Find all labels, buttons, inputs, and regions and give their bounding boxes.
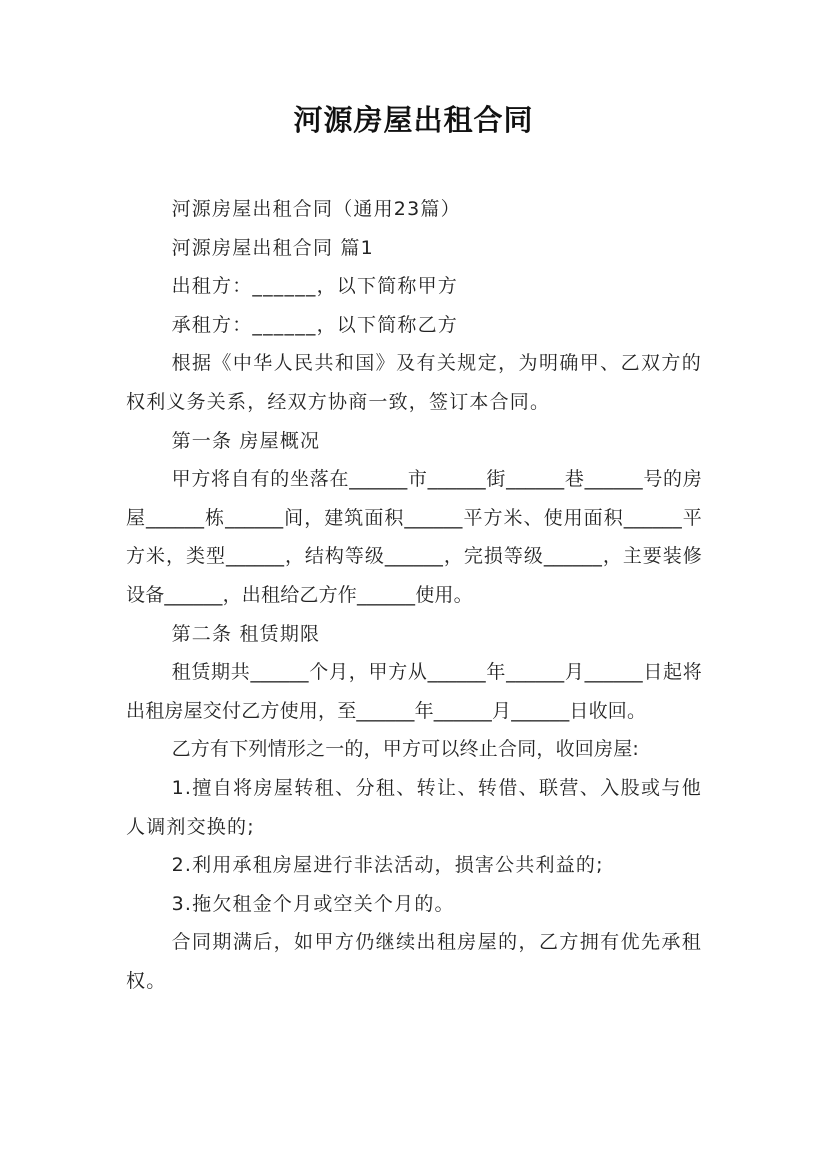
paragraph-lessor: 出租方：______，以下简称甲方 (171, 275, 458, 298)
paragraph-article-1-heading: 第一条 房屋概况 (171, 429, 321, 452)
paragraph-termination-intro: 乙方有下列情形之一的，甲方可以终止合同，收回房屋: (171, 738, 639, 761)
paragraph-article-2-body: 租赁期共______个月，甲方从______年______月______日起将出租房屋交付乙方使用，至______年______月______日收回。 (126, 661, 702, 722)
paragraph-termination-item-1: 1.擅自将房屋转租、分租、转让、转借、联营、入股或与他人调剂交换的; (126, 776, 702, 838)
paragraph-subtitle: 河源房屋出租合同（通用23篇） (171, 198, 461, 220)
paragraph-lessee: 承租方：______，以下简称乙方 (171, 313, 458, 336)
paragraph-renewal: 合同期满后，如甲方仍继续出租房屋的，乙方拥有优先承租权。 (126, 931, 702, 992)
paragraph-article-2-heading: 第二条 租赁期限 (171, 622, 321, 645)
paragraph-article-1-body: 甲方将自有的坐落在______市______街______巷______号的房屋______栋______间，建筑面积______平方米、使用面积______平方米，类型______，结构等级______，完损等级______，主要装修设备______，出租给乙方作______使用。 (126, 468, 702, 606)
paragraph-termination-item-2: 2.利用承租房屋进行非法活动，损害公共利益的; (171, 854, 604, 877)
paragraph-preamble: 根据《中华人民共和国》及有关规定，为明确甲、乙双方的权利义务关系，经双方协商一致，签订本合同。 (126, 352, 702, 413)
document-body (126, 190, 702, 1000)
paragraph-section-heading: 河源房屋出租合同 篇1 (171, 236, 374, 259)
paragraph-termination-item-3: 3.拖欠租金个月或空关个月的。 (171, 892, 455, 915)
document-title: 河源房屋出租合同 (293, 103, 534, 137)
